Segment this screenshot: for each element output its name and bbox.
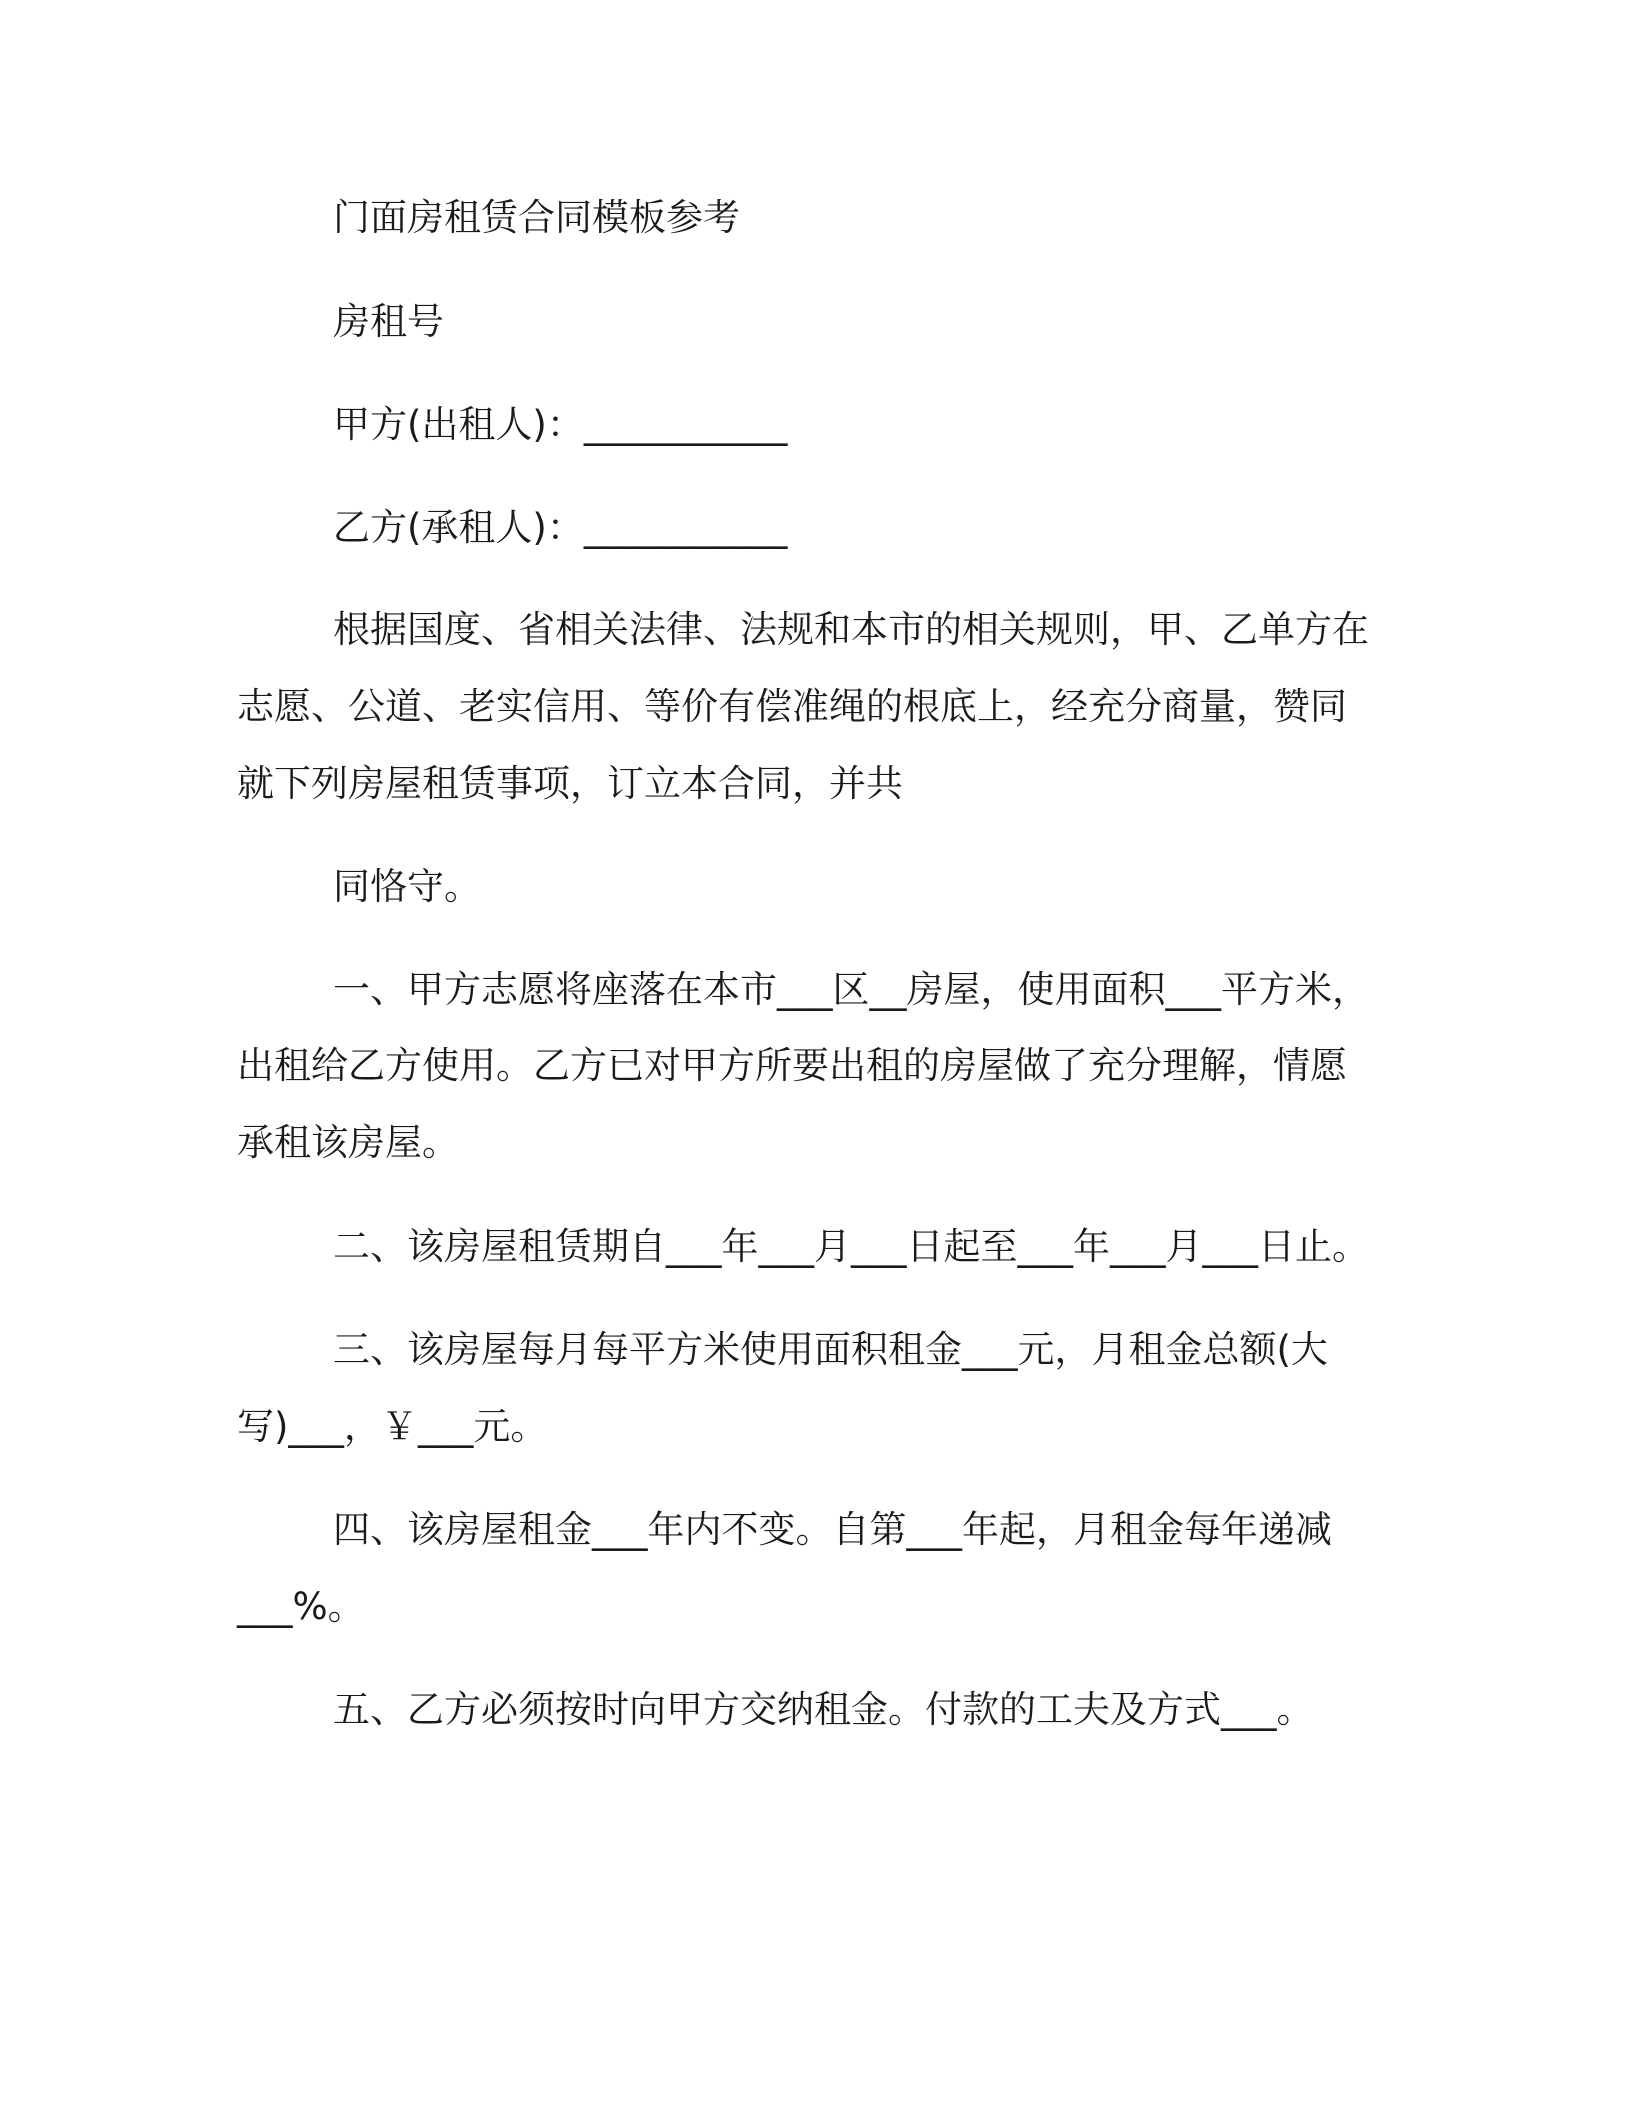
- clause-2-line-1: 二、该房屋租赁期自___年___月___日起至___年___月___日止。: [333, 1225, 1369, 1268]
- party-a-line: 甲方(出租人)：___________: [333, 403, 788, 446]
- clause-4-line-1: 四、该房屋租金___年内不变。自第___年起，月租金每年递减: [333, 1508, 1332, 1551]
- preamble-line-4: 同恪守。: [333, 865, 481, 908]
- clause-1-line-2: 出租给乙方使用。乙方已对甲方所要出租的房屋做了充分理解，情愿: [237, 1044, 1347, 1087]
- document-title: 门面房租赁合同模板参考: [333, 196, 740, 239]
- clause-4-line-2: ___%。: [237, 1585, 365, 1628]
- preamble-line-1: 根据国度、省相关法律、法规和本市的相关规则，甲、乙单方在: [333, 608, 1369, 651]
- clause-5-line-1: 五、乙方必须按时向甲方交纳租金。付款的工夫及方式___。: [333, 1688, 1314, 1731]
- preamble-line-3: 就下列房屋租赁事项，订立本合同，并共: [237, 762, 903, 805]
- party-b-line: 乙方(承租人)：___________: [333, 506, 788, 549]
- clause-3-line-1: 三、该房屋每月每平方米使用面积租金___元，月租金总额(大: [333, 1328, 1328, 1371]
- clause-1-line-1: 一、甲方志愿将座落在本市___区__房屋，使用面积___平方米，: [333, 968, 1369, 1011]
- rent-number-label: 房租号: [333, 300, 444, 343]
- clause-3-line-2: 写)___，￥___元。: [237, 1405, 548, 1448]
- preamble-line-2: 志愿、公道、老实信用、等价有偿准绳的根底上，经充分商量，赞同: [237, 685, 1347, 728]
- clause-1-line-3: 承租该房屋。: [237, 1121, 459, 1164]
